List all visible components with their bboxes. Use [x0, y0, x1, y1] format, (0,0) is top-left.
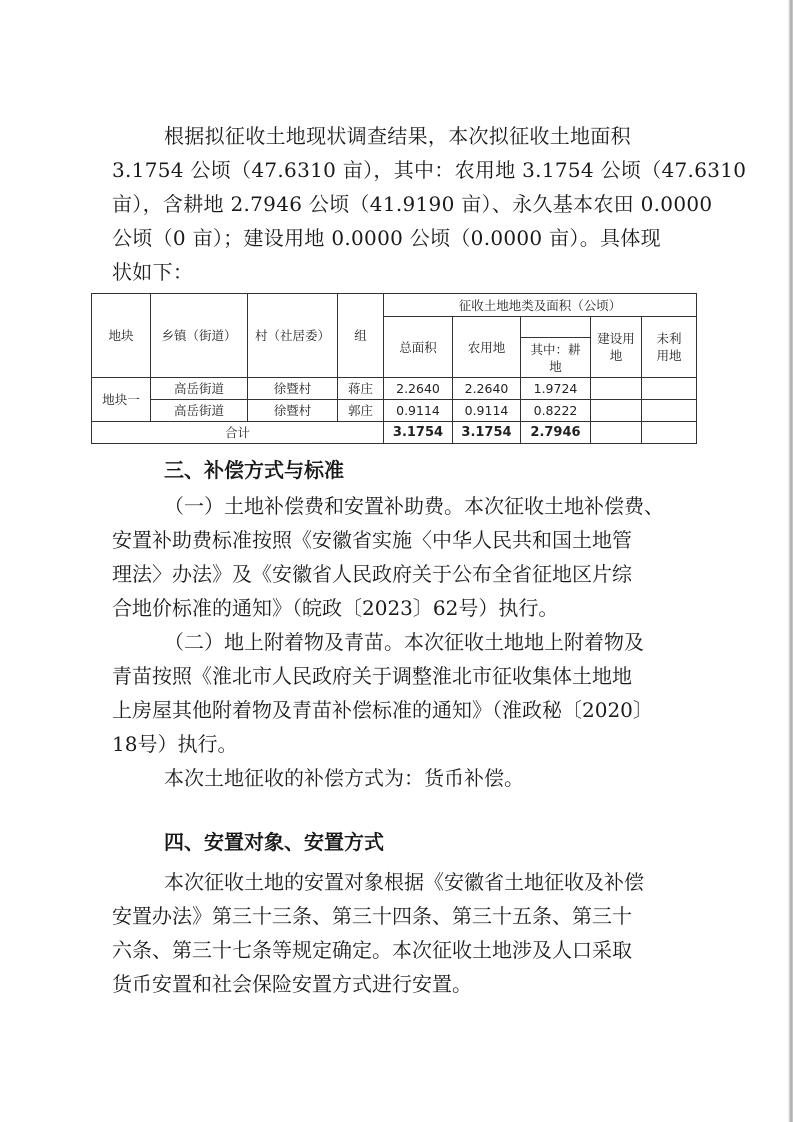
- para-line: 合地价标准的通知》（皖政〔2023〕62号）执行。: [112, 596, 559, 620]
- cell-group: 郭庄: [338, 400, 384, 422]
- section-3-title: 三、补偿方式与标准: [164, 458, 344, 482]
- sum-total: 3.1754: [384, 422, 453, 444]
- section-4-title: 四、安置对象、安置方式: [164, 830, 384, 854]
- cell-village: 徐暨村: [248, 400, 338, 422]
- para-line: 理法〉办法》及《安徽省人民政府关于公布全省征地区片综: [112, 562, 632, 586]
- cell-unused: [642, 400, 697, 422]
- header-group: 组: [338, 294, 384, 378]
- para-line: （二）地上附着物及青苗。本次征收土地地上附着物及: [164, 630, 644, 654]
- cell-construction: [591, 378, 642, 400]
- cell-agri: 0.9114: [453, 400, 521, 422]
- cell-total: 2.2640: [384, 378, 453, 400]
- header-village: 村（社居委）: [248, 294, 338, 378]
- section-resettlement: [112, 825, 692, 1001]
- header-arable: 其中：耕地: [521, 338, 591, 378]
- intro-line: 3.1754 公顷（47.6310 亩），其中：农用地 3.1754 公顷（47.6310: [112, 158, 747, 182]
- cell-unused: [642, 378, 697, 400]
- cell-construction: [591, 400, 642, 422]
- header-plot: 地块: [92, 294, 151, 378]
- intro-line: 状如下：: [112, 260, 194, 284]
- cell-village: 徐暨村: [248, 378, 338, 400]
- para-line: 安置办法》第三十三条、第三十四条、第三十五条、第三十: [112, 904, 632, 928]
- intro-line: 亩），含耕地 2.7946 公顷（41.9190 亩）、永久基本农田 0.0000: [112, 192, 713, 216]
- header-category: 征收土地地类及面积（公顷）: [384, 294, 697, 317]
- para-line: 本次土地征收的补偿方式为：货币补偿。: [164, 766, 524, 790]
- header-unused: 未利用地: [642, 317, 697, 378]
- sum-agri: 3.1754: [453, 422, 521, 444]
- cell-town: 高岳街道: [151, 400, 248, 422]
- cell-arable: 0.8222: [521, 400, 591, 422]
- cell-agri: 2.2640: [453, 378, 521, 400]
- sum-unused: [642, 422, 697, 444]
- cell-group: 蒋庄: [338, 378, 384, 400]
- cell-town: 高岳街道: [151, 378, 248, 400]
- intro-paragraph: [112, 119, 747, 289]
- header-agri-spacer: [521, 317, 591, 338]
- header-agri: 农用地: [453, 317, 521, 378]
- para-line: （一）土地补偿费和安置补助费。本次征收土地补偿费、: [164, 494, 664, 518]
- intro-line: 公顷（0 亩）；建设用地 0.0000 公顷（0.0000 亩）。具体现: [112, 226, 661, 250]
- sum-label: 合计: [92, 422, 384, 444]
- para-line: 本次征收土地的安置对象根据《安徽省土地征收及补偿: [164, 870, 644, 894]
- cell-total: 0.9114: [384, 400, 453, 422]
- header-town: 乡镇（街道）: [151, 294, 248, 378]
- land-survey-table: [91, 293, 697, 444]
- para-line: 货币安置和社会保险安置方式进行安置。: [112, 972, 472, 996]
- intro-line: 根据拟征收土地现状调查结果，本次拟征收土地面积: [164, 124, 631, 148]
- para-line: 上房屋其他附着物及青苗补偿标准的通知》（淮政秘〔2020〕: [112, 698, 653, 722]
- sum-construction: [591, 422, 642, 444]
- plot-name: 地块一: [92, 378, 151, 422]
- para-line: 安置补助费标准按照《安徽省实施〈中华人民共和国土地管: [112, 528, 632, 552]
- page-edge-shadow: [788, 0, 793, 1122]
- sum-arable: 2.7946: [521, 422, 591, 444]
- cell-arable: 1.9724: [521, 378, 591, 400]
- para-line: 六条、第三十七条等规定确定。本次征收土地涉及人口采取: [112, 938, 632, 962]
- para-line: 18号）执行。: [112, 732, 238, 756]
- header-construction: 建设用地: [591, 317, 642, 378]
- para-line: 青苗按照《淮北市人民政府关于调整淮北市征收集体土地地: [112, 664, 632, 688]
- header-total-area: 总面积: [384, 317, 453, 378]
- section-compensation: [112, 453, 692, 795]
